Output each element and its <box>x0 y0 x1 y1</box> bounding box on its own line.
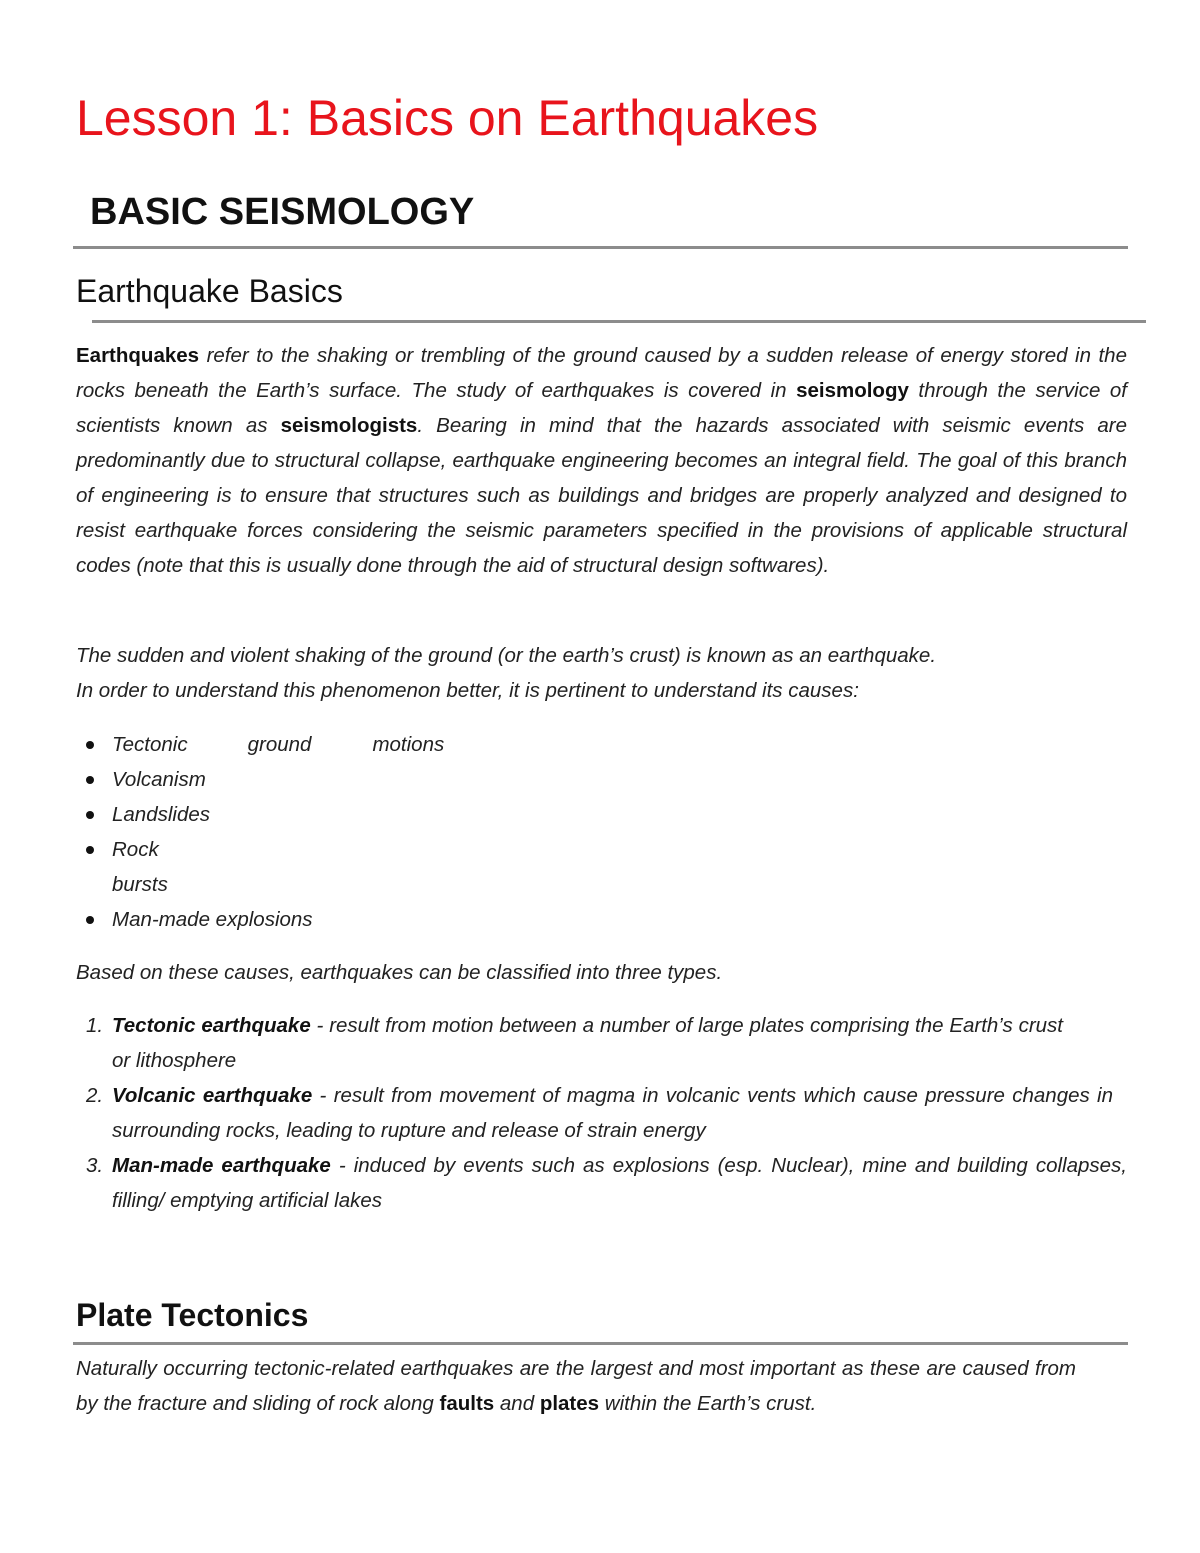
term-seismology: seismology <box>796 379 909 402</box>
intro-paragraph: Earthquakes refer to the shaking or trembling of the ground caused by a sudden release of energy stored in the rocks beneath the Earth’s surface. The study of earthquakes is covered in seismology through the service of scientists known as seismologists. Bearing in mind that the hazards associated with seismic events are predominantly due to structural collapse, earthquake engineering becomes an integral field. The goal of this branch of engineering is to ensure that structures such as buildings and bridges are properly analyzed and designed to resist earthquake forces considering the seismic parameters specified in the provisions of applicable structural codes (note that this is usually done through the aid of structural design softwares). <box>76 344 1127 577</box>
divider <box>73 1342 1128 1345</box>
list-item: Landslides <box>76 797 444 832</box>
causes-intro-line: In order to understand this phenomenon better, it is pertinent to understand its causes: <box>76 679 859 702</box>
list-item: 3. Man-made earthquake - induced by events such as explosions (esp. Nuclear), mine and building collapses, filling/ emptying artificial lakes <box>86 1154 1127 1212</box>
bullet-icon <box>86 776 94 784</box>
term-plates: plates <box>539 1392 600 1415</box>
list-item: 2. Volcanic earthquake - result from movement of magma in volcanic vents which cause pressure changes in surrounding rocks, leading to rupture and release of strain energy <box>86 1084 1114 1142</box>
bullet-icon <box>86 846 94 854</box>
list-item: Volcanism <box>76 762 444 797</box>
term-faults: faults <box>439 1392 495 1415</box>
section-heading-basic-seismology: BASIC SEISMOLOGY <box>90 191 475 233</box>
page-title: Lesson 1: Basics on Earthquakes <box>76 90 819 146</box>
bullet-icon <box>86 811 94 819</box>
plate-paragraph: Naturally occurring tectonic-related earthquakes are the largest and most important as these are caused from by the fracture and sliding of rock along faults and plates within the Earth’s crust. <box>76 1357 1076 1415</box>
list-item: Tectonic ground motions <box>76 727 444 762</box>
earthquake-types-list <box>76 1008 1127 1218</box>
divider <box>73 246 1128 249</box>
divider <box>92 320 1146 323</box>
heading-plate-tectonics: Plate Tectonics <box>76 1297 309 1333</box>
type-name: Volcanic earthquake <box>112 1084 313 1107</box>
type-name: Tectonic earthquake <box>112 1014 311 1037</box>
definition-line: The sudden and violent shaking of the ground (or the earth’s crust) is known as an earthquake. <box>76 644 937 667</box>
list-item: Rock bursts <box>76 832 444 902</box>
heading-earthquake-basics: Earthquake Basics <box>76 273 343 309</box>
causes-list <box>76 727 444 937</box>
bullet-icon <box>86 741 94 749</box>
term-seismologists: seismologists <box>280 414 418 437</box>
bullet-icon <box>86 916 94 924</box>
list-item: Man-made explosions <box>76 902 444 937</box>
type-name: Man-made earthquake <box>112 1154 331 1177</box>
term-earthquakes: Earthquakes <box>76 344 200 367</box>
list-item: 1. Tectonic earthquake - result from motion between a number of large plates comprising the Earth’s crust or lithosphere <box>86 1014 1063 1072</box>
types-intro-line: Based on these causes, earthquakes can be classified into three types. <box>76 961 723 984</box>
